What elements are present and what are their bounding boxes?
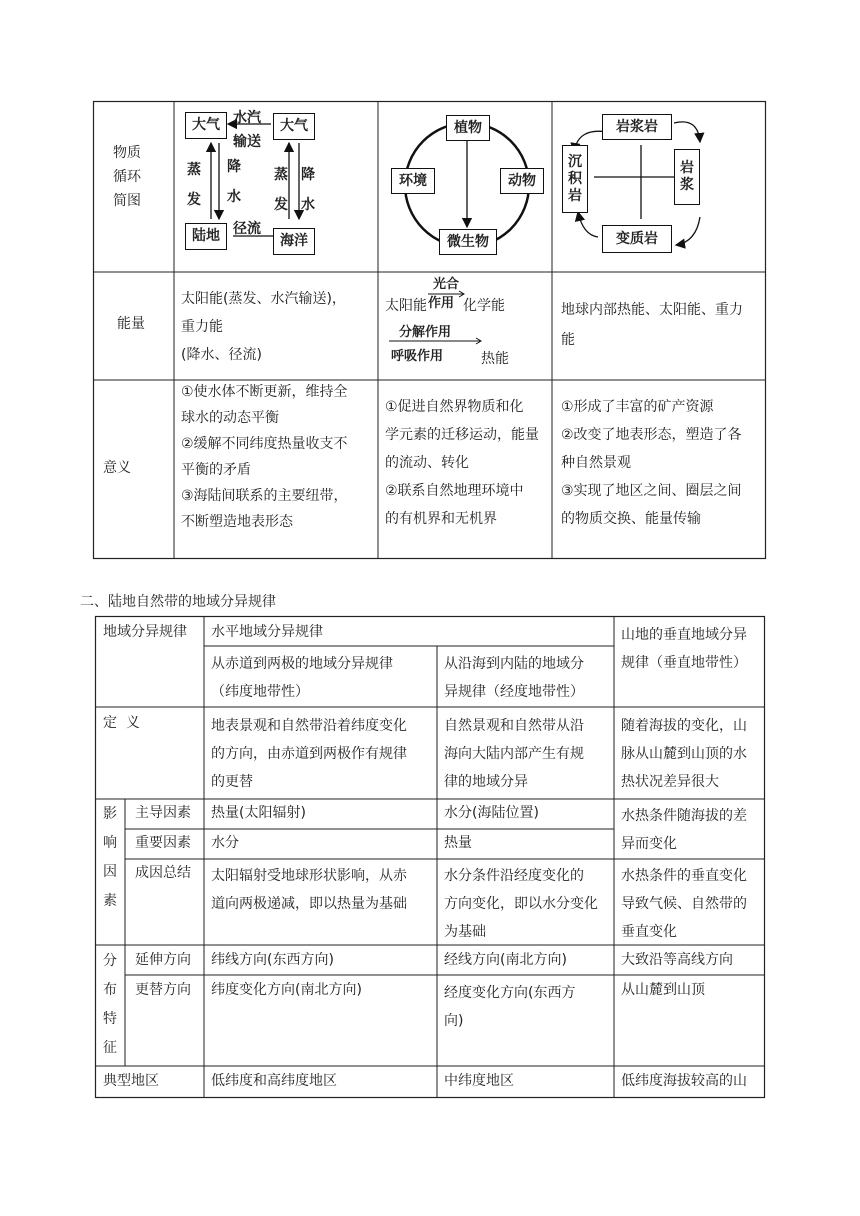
node-metamorphic-rock: 变质岩 [602,225,672,253]
label-evap-right-1: 蒸 [274,167,288,183]
header-latitudinal: 从赤道到两极的地域分异规律 （纬度地带性） [211,656,393,700]
node-environment: 环境 [391,168,435,194]
definition-label: 定 义 [103,715,140,731]
factor-important-label: 重要因素 [135,835,191,851]
definition-longitudinal: 自然景观和自然带从沿 海向大陆内部产生有规 律的地域分异 [444,718,584,790]
label-evap-right-2: 发 [274,197,288,213]
factor-cause-lat: 太阳辐射受地球形状影响，从赤 道向两极递减，即以热量为基础 [211,868,407,912]
factor-important-lat: 水分 [211,835,239,851]
factor-cause-label: 成因总结 [135,865,191,881]
label-evap-left-2: 发 [187,192,201,208]
label-vapor-2: 输送 [233,134,261,150]
label-precip-left-2: 水 [227,189,241,205]
factor-cause-vertical: 水热条件的垂直变化 导致气候、自然带的 垂直变化 [621,868,747,940]
typical-lat: 低纬度和高纬度地区 [211,1073,337,1089]
bio-cycle-diagram [383,105,548,269]
row-label-meaning: 意义 [103,460,131,476]
change-vertical: 从山麓到山顶 [621,982,705,998]
typical-lon: 中纬度地区 [444,1073,514,1089]
factors-group-label: 影 响 因 素 [103,806,117,909]
factor-cause-lon: 水分条件沿经度变化的 方向变化，即以水分变化 为基础 [444,868,598,940]
header-vertical: 山地的垂直地域分异 规律（垂直地带性） [621,627,747,671]
distribution-group-label: 分 布 特 征 [103,953,117,1056]
header-longitudinal: 从沿海到内陆的地域分 异规律（经度地带性） [444,656,584,700]
water-cycle-diagram [181,107,376,267]
extend-vertical: 大致沿等高线方向 [621,952,733,968]
extend-lat: 纬线方向(东西方向) [211,952,334,968]
typical-label: 典型地区 [103,1073,159,1089]
factor-main-lon: 水分(海陆位置) [444,805,539,821]
label-evap-left-1: 蒸 [187,162,201,178]
change-lon: 经度变化方向(东西方 向) [444,985,576,1029]
factor-main-label: 主导因素 [135,805,191,821]
energy-water: 太阳能(蒸发、水汽输送)， 重力能 (降水、径流) [181,291,346,363]
typical-vertical: 低纬度海拔较高的山 [621,1073,747,1089]
node-sedimentary-rock: 沉 积 岩 [562,145,588,213]
meaning-bio: ①促进自然界物质和化 学元素的迁移运动，能量 的流动、转化 ②联系自然地理环境中 的有机界和无机界 [385,399,539,527]
node-animal: 动物 [500,168,544,194]
zonal-differentiation-table [95,616,765,1098]
factor-important-lon: 热量 [444,835,472,851]
rock-cycle-diagram [558,107,763,267]
node-ocean: 海洋 [273,228,315,255]
label-precip-left-1: 降 [227,159,241,175]
node-atmosphere-right: 大气 [273,113,315,140]
node-atmosphere-left: 大气 [185,112,227,139]
node-plant: 植物 [446,115,490,141]
row-label-energy: 能量 [117,316,145,332]
factor-vertical-main: 水热条件随海拔的差 异而变化 [621,808,747,852]
material-cycle-table [93,101,766,559]
row-label-diagram: 物质 循环 简图 [113,145,141,209]
label-precip-right-2: 水 [301,197,315,213]
energy-rock: 地球内部热能、太阳能、重力 能 [561,302,743,348]
node-microbe: 微生物 [439,229,497,255]
header-rule: 地域分异规律 [103,624,187,640]
definition-latitudinal: 地表景观和自然带沿着纬度变化 的方向，由赤道到两极作有规律 的更替 [211,718,407,790]
definition-vertical: 随着海拔的变化，山 脉从山麓到山顶的水 热状况差异很大 [621,718,747,790]
label-vapor-1: 水汽 [233,110,261,126]
extend-label: 延伸方向 [135,952,191,968]
change-label: 更替方向 [135,982,191,998]
node-land: 陆地 [185,223,227,250]
node-magma: 岩 浆 [674,149,700,205]
energy-bio: 光合 太阳能 作用 化学能 分解作用 呼吸作用 热能 [385,277,509,367]
section-title: 二、陆地自然带的地域分异规律 [80,594,276,610]
label-precip-right-1: 降 [301,167,315,183]
factor-main-lat: 热量(太阳辐射) [211,805,306,821]
meaning-rock: ①形成了丰富的矿产资源 ②改变了地表形态，塑造了各 种自然景观 ③实现了地区之间、圈层之间 的物质交换、能量传输 [561,399,742,527]
node-magmatic-rock: 岩浆岩 [602,114,672,140]
meaning-water: ①使水体不断更新，维持全 球水的动态平衡 ②缓解不同纬度热量收支不 平衡的矛盾 ③海陆间联系的主要纽带， 不断塑造地表形态 [181,384,348,530]
extend-lon: 经线方向(南北方向) [444,952,567,968]
label-runoff: 径流 [233,221,261,237]
change-lat: 纬度变化方向(南北方向) [211,982,362,998]
header-horizontal: 水平地域分异规律 [211,624,323,640]
